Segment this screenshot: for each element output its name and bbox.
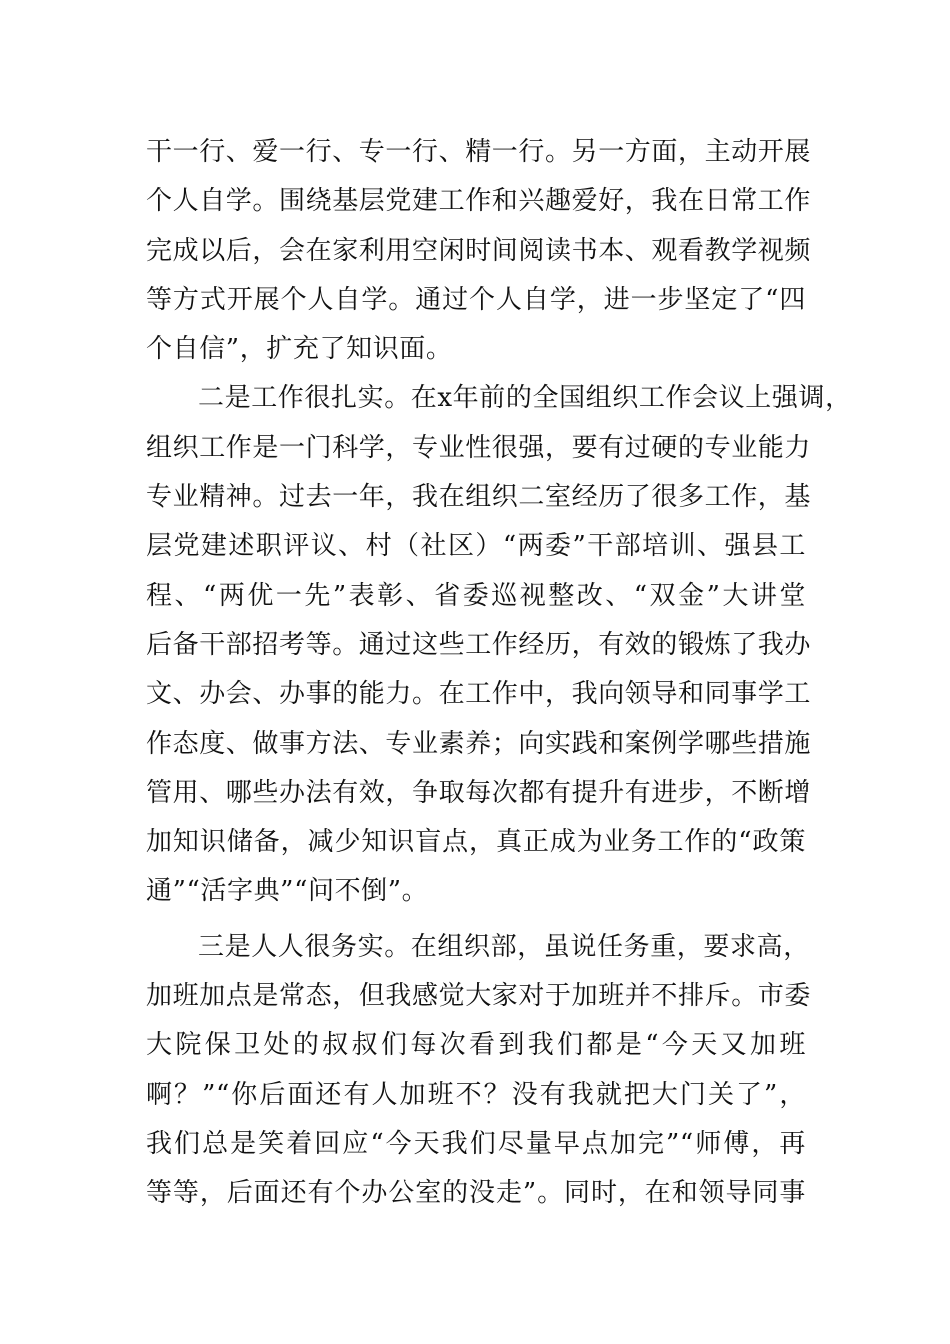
text-line: 作态度、做事方法、专业素养；向实践和案例学哪些措施 — [146, 728, 812, 759]
text-line: 个人自学。围绕基层党建工作和兴趣爱好，我在日常工作 — [146, 186, 812, 217]
text-line: 等等，后面还有个办公室的没走”。同时，在和领导同事 — [146, 1178, 806, 1209]
text-line: 专业精神。过去一年，我在组织二室经历了很多工作，基 — [146, 482, 812, 513]
text-line: 文、办会、办事的能力。在工作中，我向领导和同事学工 — [146, 679, 812, 710]
text-line: 组织工作是一门科学，专业性很强，要有过硬的专业能力 — [146, 432, 812, 463]
document-body — [146, 128, 852, 1219]
text-line: 加知识储备，减少知识盲点，真正成为业务工作的“政策 — [146, 827, 806, 858]
text-line: 大院保卫处的叔叔们每次看到我们都是“今天又加班 — [146, 1030, 806, 1061]
text-line: 加班加点是常态，但我感觉大家对于加班并不排斥。市委 — [146, 981, 812, 1012]
text-line: 层党建述职评议、村（社区）“两委”干部培训、强县工 — [146, 531, 806, 562]
paragraph-1 — [146, 128, 812, 374]
text-line: 等方式开展个人自学。通过个人自学，进一步坚定了“四 — [146, 284, 806, 315]
text-line: 程、“两优一先”表彰、省委巡视整改、“双金”大讲堂 — [146, 580, 806, 611]
text-line: 啊？”“你后面还有人加班不？没有我就把大门关了”， — [146, 1079, 806, 1110]
text-line: 管用、哪些办法有效，争取每次都有提升有进步，不断增 — [146, 777, 812, 808]
text-line: 后备干部招考等。通过这些工作经历，有效的锻炼了我办 — [146, 629, 812, 660]
text-line: 个自信”，扩充了知识面。 — [146, 334, 453, 365]
text-line: 通”“活字典”“问不倒”。 — [146, 876, 429, 907]
text-line: 完成以后，会在家利用空闲时间阅读书本、观看教学视频 — [146, 235, 812, 266]
text-line: 干一行、爱一行、专一行、精一行。另一方面，主动开展 — [146, 137, 812, 167]
paragraph-3 — [146, 923, 812, 1219]
text-line: 二是工作很扎实。在x年前的全国组织工作会议上强调， — [198, 383, 852, 414]
text-line: 我们总是笑着回应“今天我们尽量早点加完”“师傅，再 — [146, 1128, 806, 1159]
text-line: 三是人人很务实。在组织部，虽说任务重，要求高， — [198, 931, 810, 962]
paragraph-2 — [146, 374, 852, 916]
